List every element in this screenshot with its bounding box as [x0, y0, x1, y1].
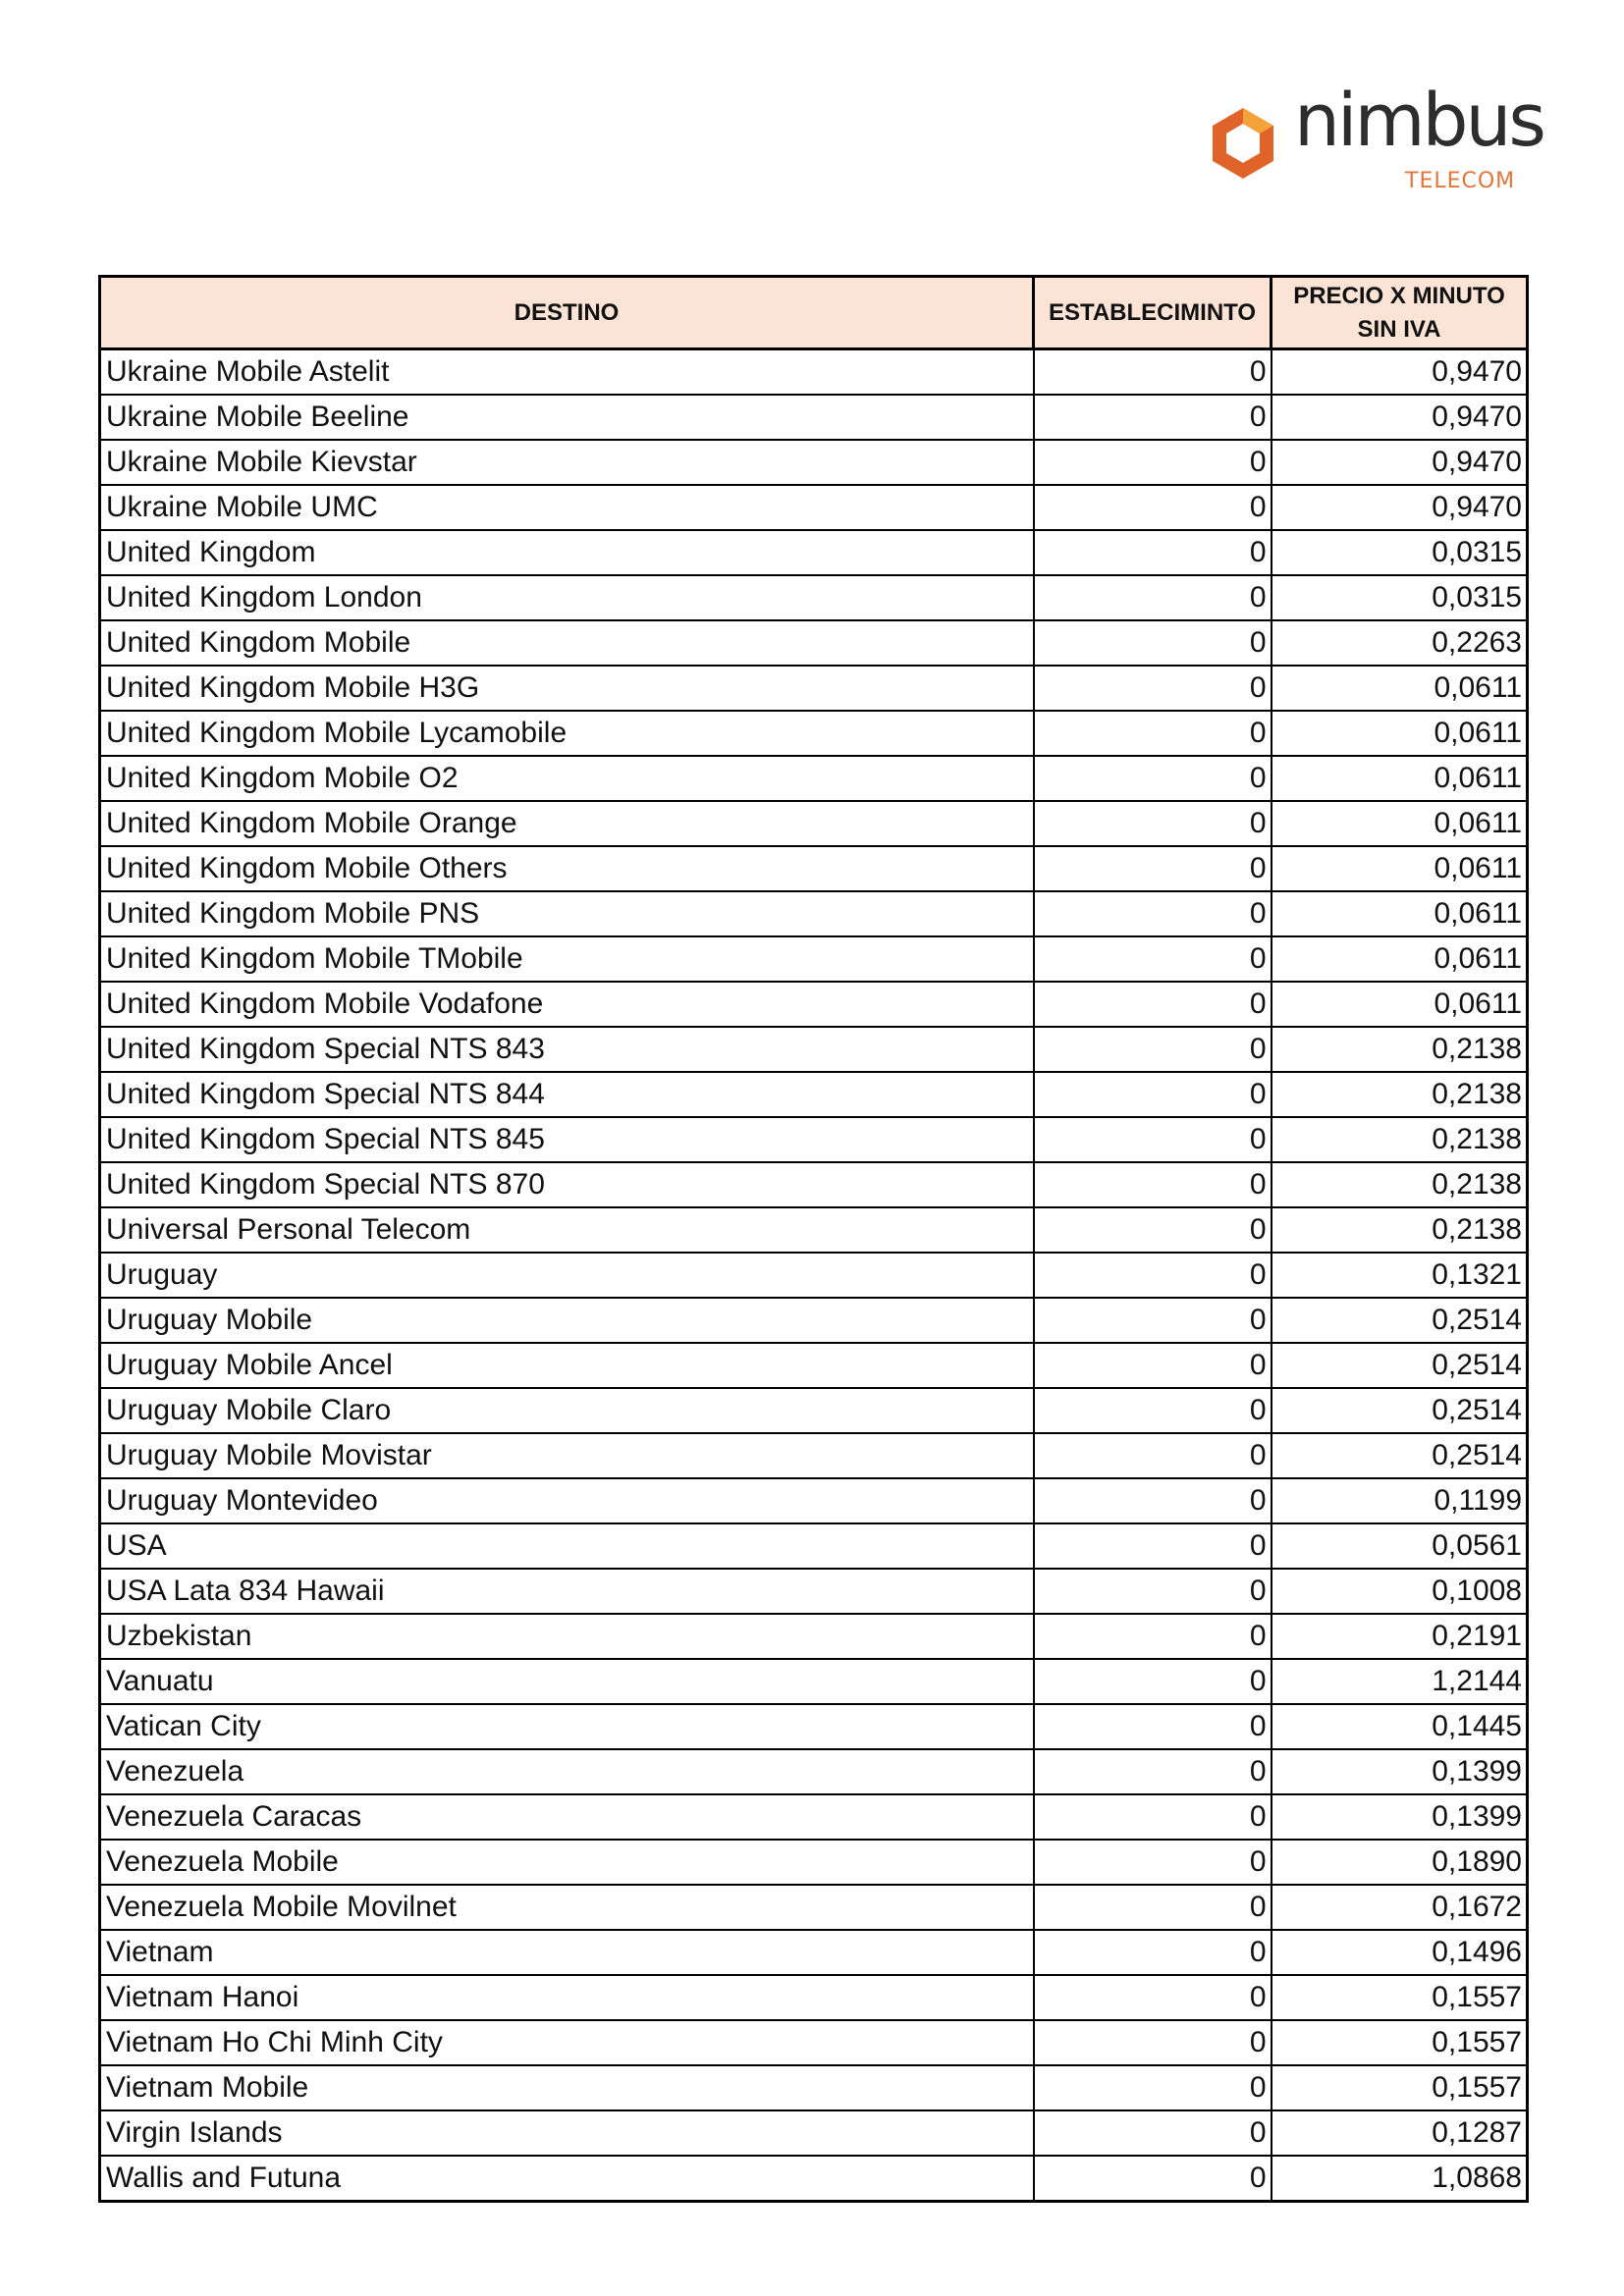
precio-cell: 0,0611 — [1272, 801, 1528, 846]
table-row — [100, 620, 1528, 666]
table-row — [100, 395, 1528, 440]
precio-cell: 0,1399 — [1272, 1749, 1528, 1794]
header-precio-line1: PRECIO X MINUTO — [1293, 282, 1505, 309]
table-row — [100, 1388, 1528, 1433]
establecimiento-cell: 0 — [1034, 1343, 1272, 1388]
table-row — [100, 1659, 1528, 1704]
table-header-row — [100, 277, 1528, 349]
precio-cell: 0,1287 — [1272, 2110, 1528, 2156]
establecimiento-cell: 0 — [1034, 2156, 1272, 2202]
precio-cell: 0,9470 — [1272, 349, 1528, 396]
destino-cell: Venezuela Mobile Movilnet — [100, 1885, 1034, 1930]
destino-cell: Ukraine Mobile Kievstar — [100, 440, 1034, 485]
table-row — [100, 575, 1528, 620]
precio-cell: 0,1199 — [1272, 1478, 1528, 1523]
establecimiento-cell: 0 — [1034, 1614, 1272, 1659]
table-row — [100, 485, 1528, 530]
establecimiento-cell: 0 — [1034, 1027, 1272, 1072]
destino-cell: United Kingdom Mobile — [100, 620, 1034, 666]
establecimiento-cell: 0 — [1034, 2110, 1272, 2156]
logo-subtitle: TELECOM — [1405, 169, 1516, 193]
establecimiento-cell: 0 — [1034, 756, 1272, 801]
establecimiento-cell: 0 — [1034, 1569, 1272, 1614]
destino-cell: Vatican City — [100, 1704, 1034, 1749]
establecimiento-cell: 0 — [1034, 1207, 1272, 1253]
establecimiento-cell: 0 — [1034, 1117, 1272, 1162]
table-row — [100, 2065, 1528, 2110]
table-row — [100, 1433, 1528, 1478]
destino-cell: United Kingdom Special NTS 845 — [100, 1117, 1034, 1162]
destino-cell: USA Lata 834 Hawaii — [100, 1569, 1034, 1614]
precio-cell: 0,1496 — [1272, 1930, 1528, 1975]
precio-cell: 0,2138 — [1272, 1207, 1528, 1253]
establecimiento-cell: 0 — [1034, 1478, 1272, 1523]
precio-cell: 0,2138 — [1272, 1027, 1528, 1072]
establecimiento-cell: 0 — [1034, 485, 1272, 530]
destino-cell: United Kingdom Special NTS 843 — [100, 1027, 1034, 1072]
header-destino: DESTINO — [100, 277, 1034, 349]
table-row — [100, 846, 1528, 891]
precio-cell: 0,9470 — [1272, 485, 1528, 530]
precio-cell: 0,0315 — [1272, 575, 1528, 620]
destino-cell: Vietnam — [100, 1930, 1034, 1975]
destino-cell: Uruguay Mobile Movistar — [100, 1433, 1034, 1478]
table-row — [100, 530, 1528, 575]
destino-cell: Vietnam Mobile — [100, 2065, 1034, 2110]
table-row — [100, 1614, 1528, 1659]
table-row — [100, 1523, 1528, 1569]
precio-cell: 0,2514 — [1272, 1388, 1528, 1433]
destino-cell: United Kingdom Mobile Orange — [100, 801, 1034, 846]
precio-cell: 0,1321 — [1272, 1253, 1528, 1298]
destino-cell: Ukraine Mobile Astelit — [100, 349, 1034, 396]
precio-cell: 0,0611 — [1272, 711, 1528, 756]
destino-cell: Virgin Islands — [100, 2110, 1034, 2156]
destino-cell: United Kingdom Mobile Others — [100, 846, 1034, 891]
establecimiento-cell: 0 — [1034, 801, 1272, 846]
precio-cell: 0,9470 — [1272, 440, 1528, 485]
table-row — [100, 1117, 1528, 1162]
table-row — [100, 2110, 1528, 2156]
table-row — [100, 936, 1528, 982]
destino-cell: Uruguay Mobile Claro — [100, 1388, 1034, 1433]
precio-cell: 0,0611 — [1272, 891, 1528, 936]
establecimiento-cell: 0 — [1034, 1840, 1272, 1885]
destino-cell: United Kingdom Mobile H3G — [100, 666, 1034, 711]
table-row — [100, 1794, 1528, 1840]
destino-cell: Universal Personal Telecom — [100, 1207, 1034, 1253]
table-row — [100, 1298, 1528, 1343]
destino-cell: Uzbekistan — [100, 1614, 1034, 1659]
destino-cell: USA — [100, 1523, 1034, 1569]
table-row — [100, 1749, 1528, 1794]
precio-cell: 0,2191 — [1272, 1614, 1528, 1659]
table-row — [100, 349, 1528, 396]
table-row — [100, 756, 1528, 801]
precio-cell: 0,1557 — [1272, 2065, 1528, 2110]
establecimiento-cell: 0 — [1034, 1072, 1272, 1117]
destino-cell: Uruguay Mobile — [100, 1298, 1034, 1343]
precio-cell: 0,2514 — [1272, 1433, 1528, 1478]
table-row — [100, 982, 1528, 1027]
destino-cell: Uruguay Mobile Ancel — [100, 1343, 1034, 1388]
hexagon-ring-icon — [1204, 104, 1282, 183]
destino-cell: Vietnam Hanoi — [100, 1975, 1034, 2020]
destino-cell: United Kingdom London — [100, 575, 1034, 620]
establecimiento-cell: 0 — [1034, 575, 1272, 620]
logo-wordmark: nimbus — [1294, 79, 1543, 163]
precio-cell: 0,1672 — [1272, 1885, 1528, 1930]
destino-cell: Ukraine Mobile UMC — [100, 485, 1034, 530]
destino-cell: Venezuela — [100, 1749, 1034, 1794]
table-row — [100, 801, 1528, 846]
destino-cell: Venezuela Caracas — [100, 1794, 1034, 1840]
header-establecimiento: ESTABLECIMINTO — [1034, 277, 1272, 349]
establecimiento-cell: 0 — [1034, 1433, 1272, 1478]
establecimiento-cell: 0 — [1034, 1253, 1272, 1298]
establecimiento-cell: 0 — [1034, 1794, 1272, 1840]
establecimiento-cell: 0 — [1034, 1975, 1272, 2020]
destino-cell: United Kingdom Mobile TMobile — [100, 936, 1034, 982]
destino-cell: Vanuatu — [100, 1659, 1034, 1704]
table-row — [100, 1207, 1528, 1253]
precio-cell: 0,0561 — [1272, 1523, 1528, 1569]
precio-cell: 0,2263 — [1272, 620, 1528, 666]
precio-cell: 0,0611 — [1272, 982, 1528, 1027]
establecimiento-cell: 0 — [1034, 666, 1272, 711]
establecimiento-cell: 0 — [1034, 530, 1272, 575]
establecimiento-cell: 0 — [1034, 1659, 1272, 1704]
establecimiento-cell: 0 — [1034, 2020, 1272, 2065]
precio-cell: 0,2514 — [1272, 1298, 1528, 1343]
table-row — [100, 666, 1528, 711]
precio-cell: 1,0868 — [1272, 2156, 1528, 2202]
establecimiento-cell: 0 — [1034, 891, 1272, 936]
destino-cell: United Kingdom Mobile Vodafone — [100, 982, 1034, 1027]
establecimiento-cell: 0 — [1034, 1162, 1272, 1207]
table-row — [100, 1930, 1528, 1975]
table-row — [100, 1975, 1528, 2020]
nimbus-telecom-logo — [1204, 79, 1543, 206]
precio-cell: 0,2138 — [1272, 1162, 1528, 1207]
destino-cell: United Kingdom Special NTS 870 — [100, 1162, 1034, 1207]
table-row — [100, 1569, 1528, 1614]
table-row — [100, 1478, 1528, 1523]
precio-cell: 0,1890 — [1272, 1840, 1528, 1885]
destino-cell: United Kingdom Special NTS 844 — [100, 1072, 1034, 1117]
establecimiento-cell: 0 — [1034, 711, 1272, 756]
precio-cell: 0,1557 — [1272, 2020, 1528, 2065]
destino-cell: Venezuela Mobile — [100, 1840, 1034, 1885]
establecimiento-cell: 0 — [1034, 1298, 1272, 1343]
establecimiento-cell: 0 — [1034, 1704, 1272, 1749]
header-precio-line2: SIN IVA — [1357, 315, 1441, 343]
establecimiento-cell: 0 — [1034, 936, 1272, 982]
precio-cell: 0,2138 — [1272, 1117, 1528, 1162]
destino-cell: Vietnam Ho Chi Minh City — [100, 2020, 1034, 2065]
rates-table — [98, 275, 1529, 2203]
precio-cell: 1,2144 — [1272, 1659, 1528, 1704]
precio-cell: 0,9470 — [1272, 395, 1528, 440]
precio-cell: 0,1445 — [1272, 1704, 1528, 1749]
destino-cell: Wallis and Futuna — [100, 2156, 1034, 2202]
establecimiento-cell: 0 — [1034, 1885, 1272, 1930]
destino-cell: United Kingdom Mobile O2 — [100, 756, 1034, 801]
table-row — [100, 1704, 1528, 1749]
precio-cell: 0,1008 — [1272, 1569, 1528, 1614]
establecimiento-cell: 0 — [1034, 2065, 1272, 2110]
table-row — [100, 1072, 1528, 1117]
precio-cell: 0,2514 — [1272, 1343, 1528, 1388]
establecimiento-cell: 0 — [1034, 982, 1272, 1027]
establecimiento-cell: 0 — [1034, 846, 1272, 891]
table-row — [100, 1343, 1528, 1388]
precio-cell: 0,2138 — [1272, 1072, 1528, 1117]
destino-cell: United Kingdom Mobile PNS — [100, 891, 1034, 936]
destino-cell: Ukraine Mobile Beeline — [100, 395, 1034, 440]
table-row — [100, 1885, 1528, 1930]
table-row — [100, 2020, 1528, 2065]
precio-cell: 0,1557 — [1272, 1975, 1528, 2020]
establecimiento-cell: 0 — [1034, 620, 1272, 666]
table-row — [100, 2156, 1528, 2202]
precio-cell: 0,0611 — [1272, 936, 1528, 982]
establecimiento-cell: 0 — [1034, 1749, 1272, 1794]
table-row — [100, 440, 1528, 485]
precio-cell: 0,0611 — [1272, 846, 1528, 891]
destino-cell: Uruguay Montevideo — [100, 1478, 1034, 1523]
destino-cell: United Kingdom Mobile Lycamobile — [100, 711, 1034, 756]
destino-cell: United Kingdom — [100, 530, 1034, 575]
precio-cell: 0,0315 — [1272, 530, 1528, 575]
table-row — [100, 711, 1528, 756]
table-row — [100, 1253, 1528, 1298]
precio-cell: 0,1399 — [1272, 1794, 1528, 1840]
table-row — [100, 891, 1528, 936]
establecimiento-cell: 0 — [1034, 1523, 1272, 1569]
precio-cell: 0,0611 — [1272, 756, 1528, 801]
establecimiento-cell: 0 — [1034, 440, 1272, 485]
header-precio — [1272, 277, 1528, 349]
table-row — [100, 1027, 1528, 1072]
destino-cell: Uruguay — [100, 1253, 1034, 1298]
establecimiento-cell: 0 — [1034, 349, 1272, 396]
establecimiento-cell: 0 — [1034, 395, 1272, 440]
table-row — [100, 1840, 1528, 1885]
precio-cell: 0,0611 — [1272, 666, 1528, 711]
table-row — [100, 1162, 1528, 1207]
establecimiento-cell: 0 — [1034, 1388, 1272, 1433]
establecimiento-cell: 0 — [1034, 1930, 1272, 1975]
